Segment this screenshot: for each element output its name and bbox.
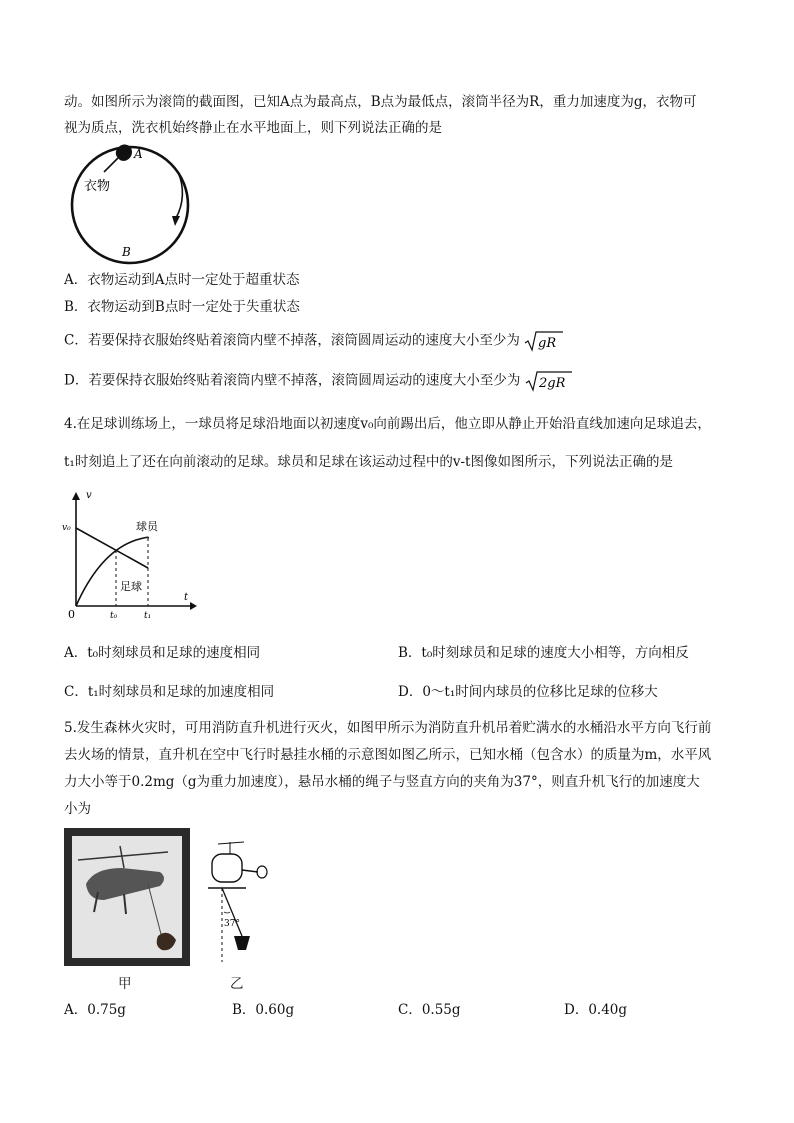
q5-option-b: B．0.60g [232, 1002, 295, 1018]
q4-stem-line2: t₁时刻追上了还在向前滚动的足球。球员和足球在该运动过程中的v-t图像如图所示，下列说法正确的是 [64, 454, 673, 470]
q3-option-c-text: C．若要保持衣服始终贴着滚筒内壁不掉落，滚筒圆周运动的速度大小至少为 [64, 332, 520, 349]
q4-option-c: C．t₁时刻球员和足球的加速度相同 [64, 684, 275, 700]
q3-option-b: B．衣物运动到B点时一定处于失重状态 [64, 299, 300, 315]
t1-label: t₁ [144, 611, 152, 621]
caption-jia: 甲 [118, 976, 132, 992]
sqrt-symbol-d [525, 370, 573, 392]
point-b-label: B [122, 245, 131, 259]
rotation-arrow-head [172, 216, 180, 226]
axis-v-label: v [86, 490, 92, 501]
q5-option-a: A．0.75g [64, 1002, 126, 1018]
q5-stem-line2: 去火场的情景，直升机在空中飞行时悬挂水桶的示意图如图乙所示，已知水桶（包含水）的质量为m，水平风 [64, 747, 712, 763]
angle-label: 37° [224, 919, 240, 929]
v-axis-arrow [72, 492, 80, 500]
helicopter-photo [64, 828, 190, 966]
q3-option-a: A．衣物运动到A点时一定处于超重状态 [64, 272, 300, 288]
bucket-diagram [234, 936, 250, 950]
ball-line [76, 528, 148, 568]
vt-graph [58, 488, 198, 630]
q3-option-d-text: D．若要保持衣服始终贴着滚筒内壁不掉落，滚筒圆周运动的速度大小至少为 [64, 372, 521, 389]
origin-label: 0 [68, 608, 75, 621]
q5-option-d: D．0.40g [564, 1002, 628, 1018]
v0-label: v₀ [62, 523, 71, 533]
q3-option-d [64, 370, 573, 392]
q4-option-b: B．t₀时刻球员和足球的速度大小相等，方向相反 [398, 645, 689, 661]
t0-label: t₀ [110, 611, 118, 621]
q4-option-d: D．0～t₁时间内球员的位移比足球的位移大 [398, 684, 658, 700]
cloth-label: 衣物 [84, 179, 111, 194]
q3-option-c [64, 330, 564, 352]
ball-label: 足球 [120, 580, 142, 593]
heli-tail-rotor [257, 866, 267, 878]
t-axis-arrow [190, 602, 197, 610]
q3-stem-line2: 视为质点，洗衣机始终静止在水平地面上，则下列说法正确的是 [64, 120, 442, 136]
player-label: 球员 [136, 520, 158, 533]
q4-stem-line1: 4.在足球训练场上，一球员将足球沿地面以初速度v₀向前踢出后，他立即从静止开始沿直线加速向足球追去， [64, 416, 711, 432]
heli-cabin [212, 854, 242, 882]
helicopter-diagram [200, 832, 274, 968]
sqrt-expr-c: gR [538, 336, 557, 351]
q5-stem-line1: 5.发生森林火灾时，可用消防直升机进行灭火，如图甲所示为消防直升机吊着贮满水的水桶沿水平方向飞行前 [64, 720, 712, 736]
q5-option-c: C．0.55g [398, 1002, 461, 1018]
q3-stem-line1: 动。如图所示为滚筒的截面图，已知A点为最高点，B点为最低点，滚筒半径为R，重力加速度为g，衣物可 [64, 94, 697, 110]
q5-stem-line3: 力大小等于0.2mg（g为重力加速度），悬吊水桶的绳子与竖直方向的夹角为37°，则直升机飞行的加速度大 [64, 774, 700, 790]
axis-t-label: t [184, 592, 189, 603]
q5-stem-line4: 小为 [64, 801, 91, 817]
sqrt-symbol-c [524, 330, 564, 352]
cloth-pointer [104, 158, 118, 172]
q4-option-a: A．t₀时刻球员和足球的速度相同 [64, 645, 261, 661]
drum-cross-section-figure [60, 140, 200, 265]
sqrt-expr-d: 2gR [538, 376, 566, 391]
caption-yi: 乙 [230, 976, 244, 992]
point-a-label: A [134, 147, 143, 161]
